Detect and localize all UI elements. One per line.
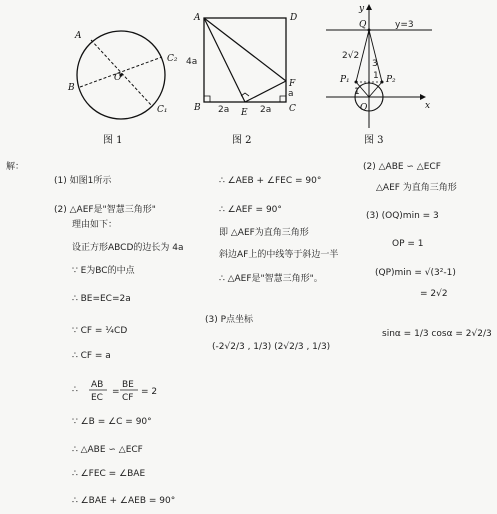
right-line-7: sinα = 1/3 cosα = 2√2/3 <box>382 329 492 339</box>
point-q <box>368 29 371 32</box>
right-angle-e <box>241 93 249 96</box>
q2-angle-sum: ∴ ∠BAE + ∠AEB = 90° <box>72 496 176 506</box>
label-o: O <box>114 73 122 83</box>
label-a: A <box>75 31 82 41</box>
q2-angle-eq: ∴ ∠FEC = ∠BAE <box>72 469 146 479</box>
frac-den-ec: EC <box>91 393 103 403</box>
q3-answer: (-2√2/3 , 1/3) (2√2/3 , 1/3) <box>212 342 331 352</box>
solution-head: 解： <box>6 162 25 172</box>
mid-line-5: ∴ △AEF是"智慧三角形"。 <box>219 274 323 284</box>
q2-similar: ∴ △ABE ∽ △ECF <box>72 445 143 455</box>
frac-den-cf: CF <box>122 393 134 403</box>
label-x: x <box>425 101 431 111</box>
q2-midpoint: ∵ E为BC的中点 <box>72 266 135 276</box>
label-d: D <box>290 13 298 23</box>
label-line-y3: y=3 <box>395 20 414 30</box>
annot-2root2: 2√2 <box>342 51 360 61</box>
label-b: B <box>194 103 201 113</box>
q2-setup: 设正方形ABCD的边长为 4a <box>72 243 184 253</box>
annot-one-b: 1 <box>373 71 379 81</box>
diameter-dashed <box>91 40 152 106</box>
label-c: C <box>289 104 296 114</box>
frac-num-be: BE <box>122 380 134 390</box>
label-a: A <box>194 13 201 23</box>
annot-three: 3 <box>372 59 378 69</box>
side-length-label: 4a <box>186 57 198 67</box>
figure-2-caption: 图 2 <box>232 135 252 146</box>
label-q: Q <box>359 20 367 30</box>
right-line-4: OP = 1 <box>392 239 424 249</box>
right-line-1: (2) △ABE ∽ △ECF <box>363 162 441 172</box>
mid-line-1: ∴ ∠AEB + ∠FEC = 90° <box>219 176 322 186</box>
q2-be-ec: ∴ BE=EC=2a <box>72 294 131 304</box>
mid-line-2: ∴ ∠AEF = 90° <box>219 205 282 215</box>
right-line-3: (3) (OQ)min = 3 <box>366 211 439 221</box>
point-p2 <box>381 81 384 84</box>
right-angle-b <box>204 96 210 102</box>
q2-cf-a: ∴ CF = a <box>72 351 111 361</box>
therefore-sign: ∴ <box>72 385 78 395</box>
mid-line-4: 斜边AF上的中线等于斜边一半 <box>219 250 339 260</box>
q2-cf-quarter: ∵ CF = ¼CD <box>72 326 128 336</box>
frac-num-ab: AB <box>91 380 104 390</box>
x-axis-arrow <box>420 94 426 100</box>
segment-ae <box>204 18 245 102</box>
label-b: B <box>68 83 75 93</box>
annot-one: 1 <box>354 87 360 97</box>
right-line-5: (QP)min = √(3²-1) <box>375 268 456 278</box>
figure-3-caption: 图 3 <box>364 135 384 146</box>
label-c1: C₁ <box>157 105 168 115</box>
figure-1-caption: 图 1 <box>103 135 123 146</box>
q3-head: (3) P点坐标 <box>205 315 254 325</box>
q2-claim: (2) △AEF是"智慧三角形" <box>54 205 156 215</box>
q2-reason-head: 理由如下： <box>72 220 118 230</box>
mid-line-3: 即 △AEF为直角三角形 <box>219 228 309 238</box>
solution-middle <box>205 176 338 352</box>
y-axis-arrow <box>366 4 372 10</box>
ec-length-label: 2a <box>260 105 272 115</box>
q2-right-angles: ∵ ∠B = ∠C = 90° <box>72 417 152 427</box>
point-p1 <box>355 81 358 84</box>
solution-right <box>363 162 492 339</box>
label-c2: C₂ <box>167 54 178 64</box>
q1-answer: (1) 如图1所示 <box>54 176 112 186</box>
label-o: O <box>360 103 368 113</box>
square-abcd <box>204 18 286 102</box>
label-p2: P₂ <box>386 75 396 85</box>
frac-equals: = <box>112 387 120 397</box>
figure-3 <box>326 4 432 146</box>
right-line-6: = 2√2 <box>420 289 448 299</box>
figure-2 <box>186 13 297 146</box>
segment-af <box>204 18 286 81</box>
figure-1 <box>67 31 178 146</box>
solution-left <box>6 160 184 506</box>
cf-length-label: a <box>288 89 294 99</box>
right-line-2: △AEF 为直角三角形 <box>376 183 457 193</box>
label-y: y <box>359 4 365 14</box>
right-angle-c <box>280 96 286 102</box>
label-e: E <box>241 108 248 118</box>
label-f: F <box>289 79 296 89</box>
be-length-label: 2a <box>218 105 230 115</box>
label-p1: P₁ <box>340 75 350 85</box>
frac-result: = 2 <box>141 387 158 397</box>
